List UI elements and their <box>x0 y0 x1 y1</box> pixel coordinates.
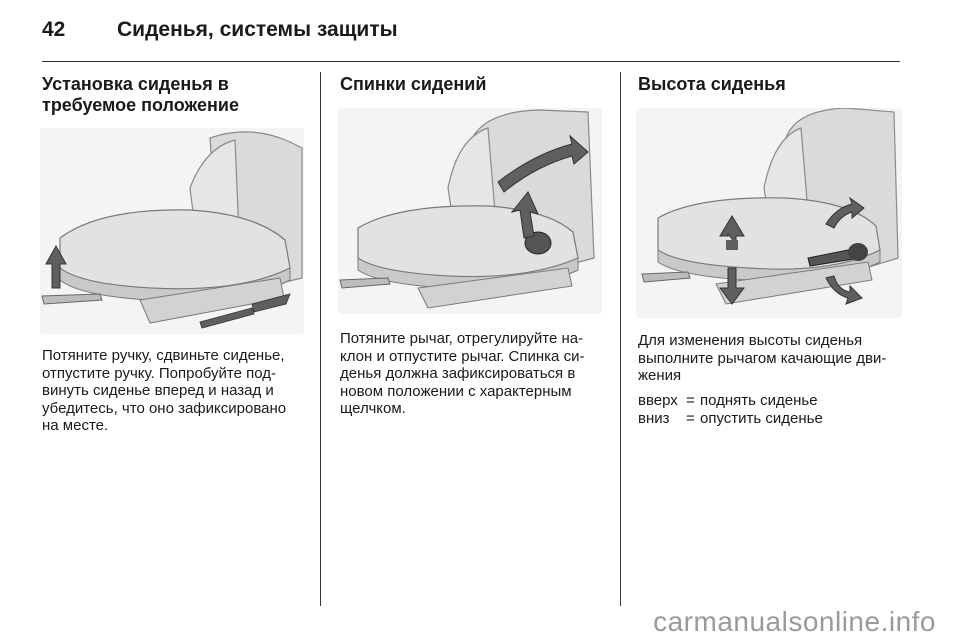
definition-row: вниз = опустить сиденье <box>638 409 823 427</box>
backrest-illustration <box>338 108 602 314</box>
definition-list <box>638 392 823 427</box>
section-seat-height <box>638 74 900 95</box>
figure-seat-height <box>636 108 902 318</box>
figure-seat-slide <box>40 128 304 334</box>
section-heading: Высота сиденья <box>638 74 786 94</box>
column-divider-1 <box>320 72 321 606</box>
chapter-title: Сиденья, системы защиты <box>117 18 398 41</box>
seat-height-illustration <box>636 108 902 318</box>
page-number: 42 <box>42 18 66 41</box>
figure-backrest <box>338 108 602 314</box>
watermark: carmanualsonline.info <box>653 606 936 637</box>
definition-row: вверх = поднять сиденье <box>638 392 818 409</box>
section-seat-backrest <box>340 74 602 95</box>
section-seat-position <box>42 74 304 116</box>
column-divider-2 <box>620 72 621 606</box>
header-rule <box>42 61 900 62</box>
section-body-text: Потяните ручку, сдвиньте сиденье, отпустите ручку. Попробуйте под- винуть сиденье вперед и назад и убедитесь, что оно зафиксировано на месте. <box>42 347 287 434</box>
seat-slide-illustration <box>40 128 304 334</box>
section-body-text: Для изменения высоты сиденья выполните рычагом качающие дви- жения <box>638 332 887 384</box>
section-heading: Установка сиденья в требуемое положение <box>42 74 239 115</box>
section-heading: Спинки сидений <box>340 74 487 94</box>
section-body-text: Потяните рычаг, отрегулируйте на- клон и отпустите рычаг. Спинка си- денья должна зафиксироваться в новом положении с характерным щелчком. <box>340 330 585 417</box>
page-header <box>42 18 398 42</box>
